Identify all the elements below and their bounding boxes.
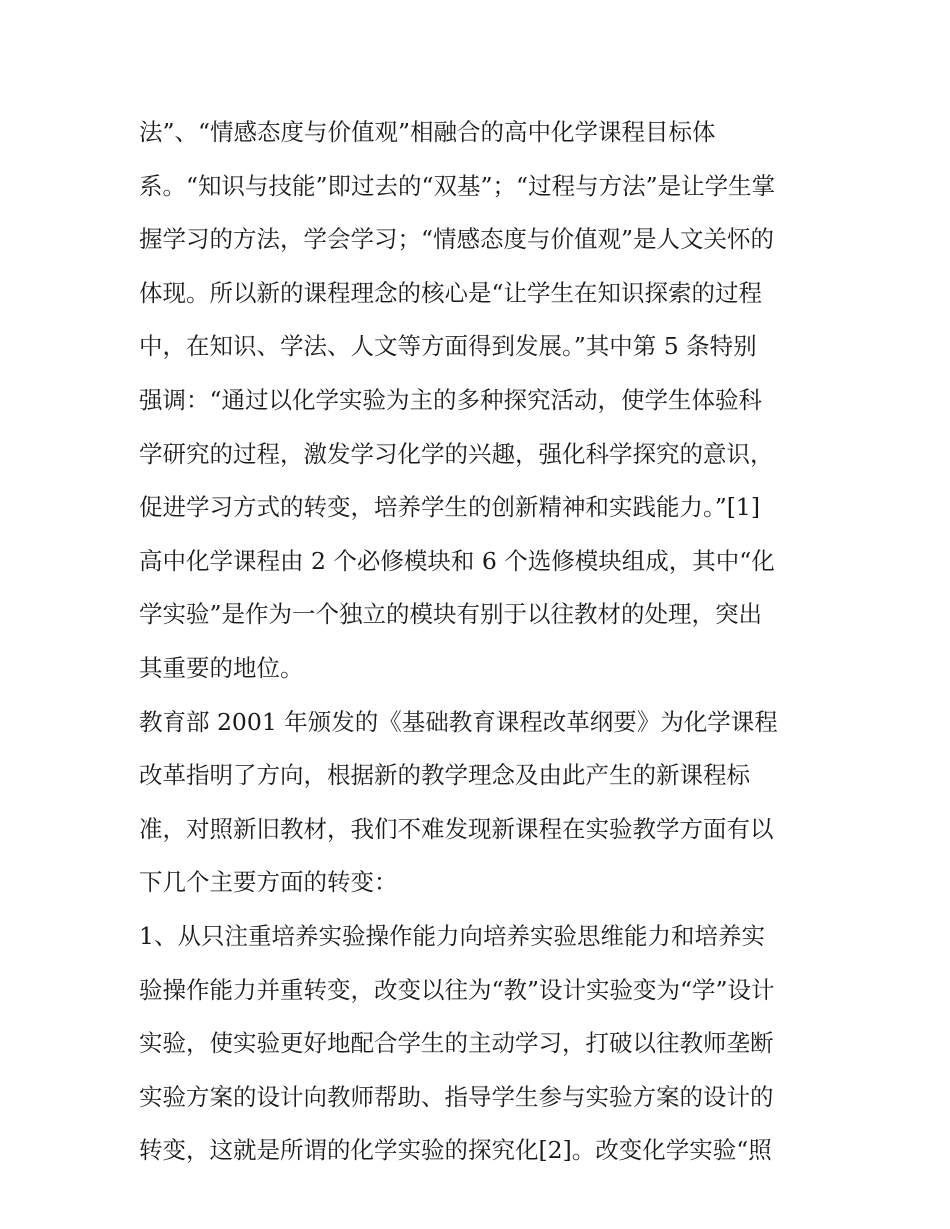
text-line: 系。“知识与技能”即过去的“双基”；“过程与方法”是让学生掌 xyxy=(139,171,776,200)
text-line: 学研究的过程，激发学习化学的兴趣，强化科学探究的意识， xyxy=(139,439,774,468)
text-line: 体现。所以新的课程理念的核心是“让学生在知识探索的过程 xyxy=(139,278,763,307)
text-line: 下几个主要方面的转变： xyxy=(139,868,398,897)
text-line: 1、从只注重培养实验操作能力向培养实验思维能力和培养实 xyxy=(139,921,765,950)
text-line: 实验，使实验更好地配合学生的主动学习，打破以往教师垄断 xyxy=(139,1029,774,1058)
text-line: 实验方案的设计向教师帮助、指导学生参与实验方案的设计的 xyxy=(139,1082,774,1111)
text-line: 改革指明了方向，根据新的教学理念及由此产生的新课程标 xyxy=(139,761,750,790)
text-line: 握学习的方法，学会学习；“情感态度与价值观”是人文关怀的 xyxy=(139,225,775,254)
text-line: 中，在知识、学法、人文等方面得到发展。”其中第 5 条特别 xyxy=(139,332,757,361)
text-line: 其重要的地位。 xyxy=(139,653,304,682)
text-line: 验操作能力并重转变，改变以往为“教”设计实验变为“学”设计 xyxy=(139,975,775,1004)
text-line: 强调：“通过以化学实验为主的多种探究活动，使学生体验科 xyxy=(139,385,763,414)
text-line: 准，对照新旧教材，我们不难发现新课程在实验教学方面有以 xyxy=(139,814,774,843)
text-line: 转变，这就是所谓的化学实验的探究化[2]。改变化学实验“照 xyxy=(139,1136,772,1165)
text-line: 教育部 2001 年颁发的《基础教育课程改革纲要》为化学课程 xyxy=(139,707,778,736)
text-line: 学实验”是作为一个独立的模块有别于以往教材的处理，突出 xyxy=(139,600,763,629)
text-line: 促进学习方式的转变，培养学生的创新精神和实践能力。”[1] xyxy=(139,493,761,522)
document-body xyxy=(139,106,829,1178)
text-line: 高中化学课程由 2 个必修模块和 6 个选修模块组成，其中“化 xyxy=(139,546,775,575)
text-line: 法”、“情感态度与价值观”相融合的高中化学课程目标体 xyxy=(139,118,716,146)
